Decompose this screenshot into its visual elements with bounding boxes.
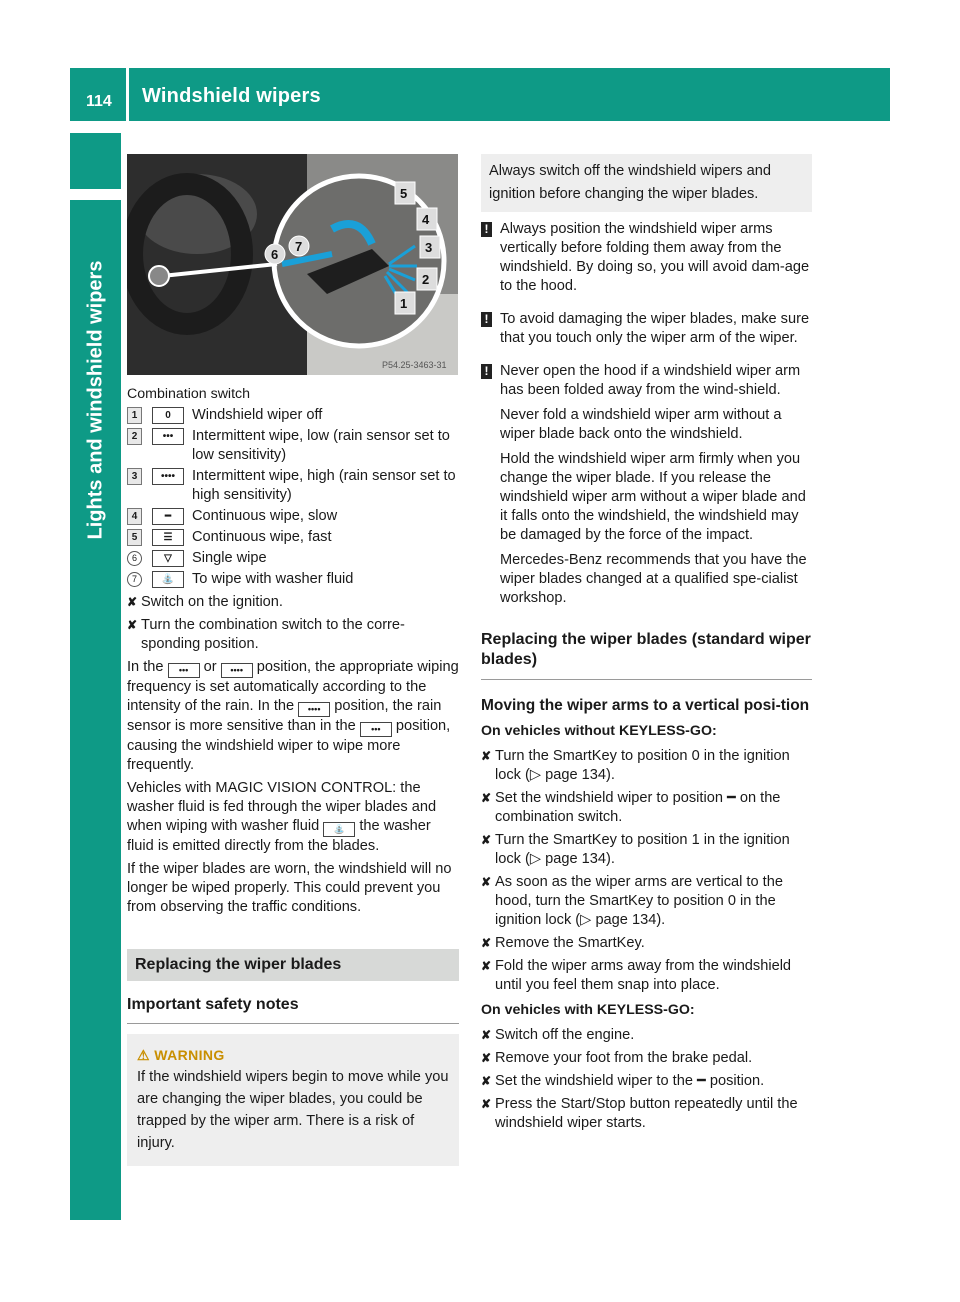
intermittent-low-symbol: ••• [152,428,184,445]
note-text: Hold the windshield wiper arm firmly when you change the wiper blade. If you release the windshield wiper arm without a wiper blade and it falls onto the windshield, the windshield may be damaged by the force of the impact. [500,451,806,543]
svg-text:5: 5 [400,186,408,201]
step-item [127,593,459,612]
side-tab-label: Lights and windshield wipers [84,260,107,540]
svg-text:3: 3 [425,240,433,255]
worn-blades-paragraph: If the wiper blades are worn, the windshield will no longer be wiped properly. This could prevent you from observing the traffic conditions. [127,861,452,915]
arrow-right-icon: ✘ [481,1074,492,1088]
legend-text: To wipe with washer fluid [192,571,354,587]
moving-heading: Moving the wiper arms to a vertical posi-tion [481,697,810,714]
warning-triangle-icon: ⚠ [137,1047,150,1063]
notice-box: Always switch off the windshield wipers and ignition before changing the wiper blades. [481,154,812,212]
note-text: Never open the hood if a windshield wiper arm has been folded away from the wind-shield. [500,363,801,398]
legend-text: Continuous wipe, fast [192,529,332,545]
intermittent-high-symbol: •••• [221,663,253,678]
callout-number: 7 [127,572,142,587]
section-heading: Replacing the wiper blades [127,949,459,981]
note-text: Always position the windshield wiper arms vertically before folding them away from the windshield. By doing so, you will avoid dam-age to the hood. [500,221,810,294]
warning-box [127,1034,459,1166]
callout-number: 1 [127,407,142,424]
arrow-right-icon: ✘ [481,833,492,847]
arrow-right-icon: ✘ [481,1097,492,1111]
safety-heading: Important safety notes [127,995,459,1024]
replacing-heading: Replacing the wiper blades (standard wiper blades) [481,630,812,680]
figure-caption: Combination switch [127,386,251,402]
with-keyless-heading: On vehicles with KEYLESS-GO: [481,1002,695,1018]
step-item: ✘ As soon as the wiper arms are vertical to the hood, turn the SmartKey to position 0 in the ignition lock (▷ page 134). [481,874,783,928]
combination-switch-photo [127,154,458,375]
step-item: ✘ Remove your foot from the brake pedal. [481,1050,753,1066]
exclamation-icon: ! [481,364,492,379]
legend-list [127,406,459,589]
legend-item [127,427,459,465]
page-number: 114 [86,93,112,110]
arrow-right-icon: ✘ [127,618,138,632]
intermittent-low-symbol: ••• [360,722,392,737]
step-item: ✘ Set the windshield wiper to the ━ position. [481,1073,765,1089]
warning-text: If the windshield wipers begin to move while you are changing the wiper blades, you could be trapped by the wiper arm. There is a risk of injury. [137,1069,449,1151]
step-item [127,616,459,654]
arrow-right-icon: ✘ [481,936,492,950]
legend-text: Windshield wiper off [192,407,323,423]
exclamation-icon: ! [481,222,492,237]
warning-title: ⚠ WARNING [137,1047,225,1063]
washer-fluid-symbol: ⛲ [152,571,184,588]
single-wipe-symbol: ▽ [152,550,184,567]
arrow-right-icon: ✘ [481,1028,492,1042]
rain-sensor-paragraph: In the ••• or •••• position, the appropriate wiping frequency is set automatically according to the intensity of the rain. In the •••• position, the rain sensor is more sensitive than in the ••• position, causing the windshield wiper to wipe more frequently. [127,659,459,773]
callout-number: 6 [127,551,142,566]
legend-item [127,507,459,526]
wiper-off-symbol: 0 [152,407,184,424]
page-title: Windshield wipers [142,85,321,107]
step-item: ✘ Switch off the engine. [481,1027,635,1043]
right-column [481,154,812,1137]
step-item: ✘ Turn the SmartKey to position 0 in the ignition lock (▷ page 134). [481,748,790,783]
step-item: ✘ Fold the wiper arms away from the windshield until you feel them snap into place. [481,958,792,993]
note-text: Never fold a windshield wiper arm without a wiper blade back onto the windshield. [500,407,782,442]
legend-text: Intermittent wipe, low (rain sensor set to low sensitivity) [192,428,450,463]
legend-item [127,467,459,505]
step-item: ✘ Press the Start/Stop button repeatedly until the windshield wiper starts. [481,1096,798,1131]
intermittent-high-symbol: •••• [298,702,330,717]
figure-code: P54.25-3463-31 [382,360,447,370]
svg-text:1: 1 [400,296,408,311]
arrow-right-icon: ✘ [481,791,492,805]
step-item: ✘ Remove the SmartKey. [481,935,645,951]
arrow-right-icon: ✘ [481,1051,492,1065]
legend-item [127,528,459,547]
arrow-right-icon: ✘ [127,595,138,609]
step-text: Switch on the ignition. [141,594,283,610]
intermittent-low-symbol: ••• [168,663,200,678]
callout-number: 4 [127,508,142,525]
note-item [481,362,812,614]
continuous-slow-symbol: ━ [152,508,184,525]
note-text: Mercedes-Benz recommends that you have the wiper blades changed at a qualified spe-cialist workshop. [500,552,807,606]
legend-text: Continuous wipe, slow [192,508,338,524]
legend-item [127,549,459,568]
arrow-right-icon: ✘ [481,959,492,973]
step-item: ✘ Turn the SmartKey to position 1 in the ignition lock (▷ page 134). [481,832,790,867]
callout-number: 2 [127,428,142,445]
magic-vision-paragraph: Vehicles with MAGIC VISION CONTROL: the washer fluid is fed through the wiper blades and when wiping with washer fluid ⛲ the washer fluid is emitted directly from the blades. [127,780,437,854]
legend-text: Intermittent wipe, high (rain sensor set to high sensitivity) [192,468,456,503]
continuous-fast-symbol: ☰ [152,529,184,546]
svg-text:2: 2 [422,272,430,287]
step-text: Turn the combination switch to the corre-sponding position. [141,617,405,652]
callout-number: 5 [127,529,142,546]
intermittent-high-symbol: •••• [152,468,184,485]
legend-item [127,570,459,589]
note-item [481,220,812,302]
svg-text:6: 6 [271,247,279,262]
left-column [127,154,459,1166]
arrow-right-icon: ✘ [481,875,492,889]
svg-text:4: 4 [422,212,430,227]
washer-fluid-symbol: ⛲ [323,822,355,837]
note-text: To avoid damaging the wiper blades, make sure that you touch only the wiper arm of the wiper. [500,311,810,346]
step-item: ✘ Set the windshield wiper to position ━ on the combination switch. [481,790,781,825]
legend-text: Single wipe [192,550,267,566]
header-divider [126,68,129,121]
note-item [481,310,812,354]
side-square [70,133,121,189]
arrow-right-icon: ✘ [481,749,492,763]
svg-text:7: 7 [295,239,303,254]
callout-number: 3 [127,468,142,485]
exclamation-icon: ! [481,312,492,327]
without-keyless-heading: On vehicles without KEYLESS-GO: [481,723,717,739]
legend-item [127,406,459,425]
